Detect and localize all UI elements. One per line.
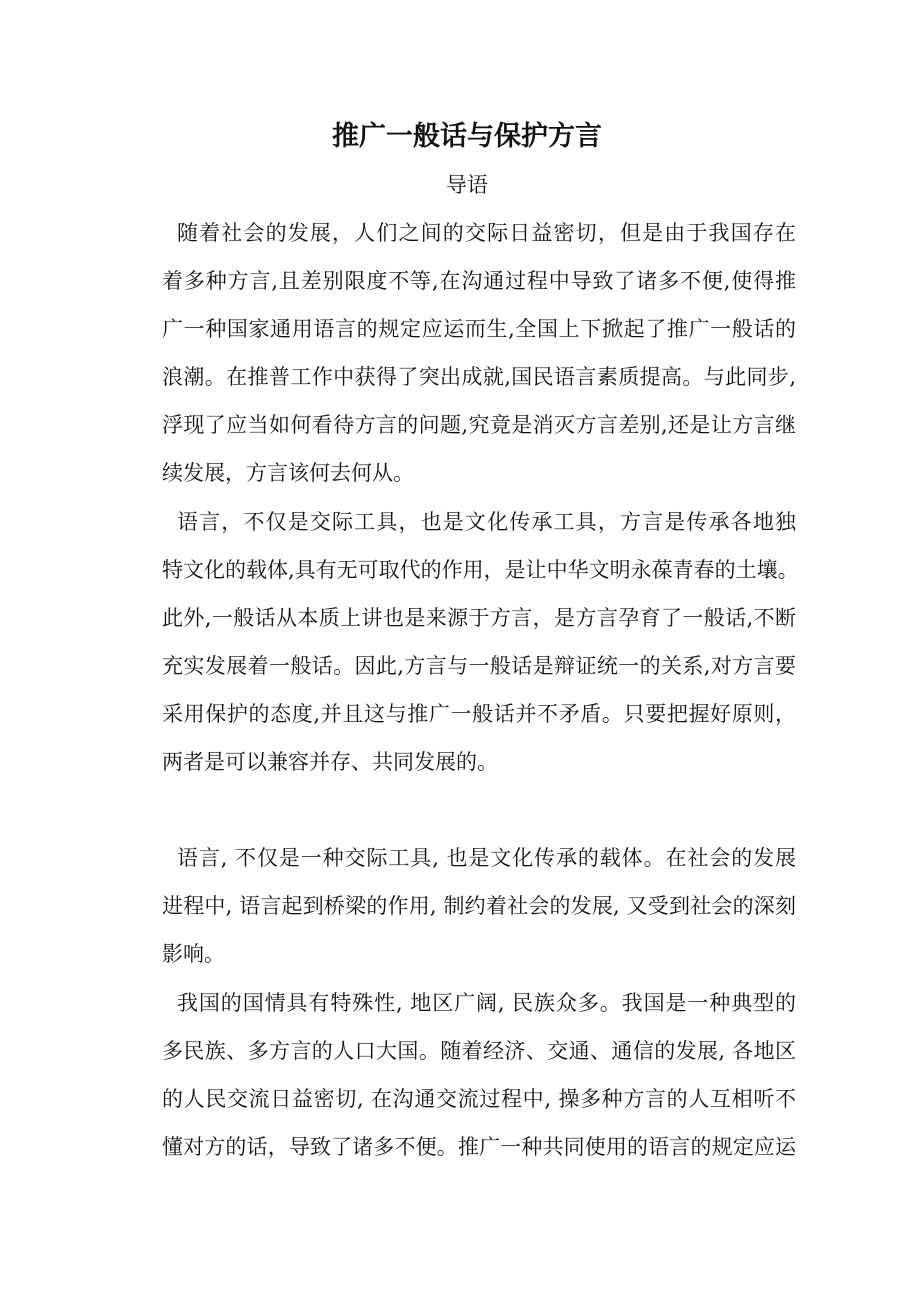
paragraph-line: 随着社会的发展，人们之间的交际日益密切，但是由于我国存在 (177, 221, 796, 245)
paragraph-language-culture (162, 498, 799, 786)
paragraph-intro (162, 209, 796, 497)
paragraph-line: 懂对方的话，导致了诸多不便。推广一种共同使用的语言的规定应运 (162, 1135, 796, 1159)
paragraph-line: 语言，不仅是交际工具，也是文化传承工具，方言是传承各地独 (177, 510, 796, 534)
paragraph-line: 我国的国情具有特殊性, 地区广阔, 民族众多。我国是一种典型的 (177, 991, 796, 1015)
paragraph-line: 采用保护的态度,并且这与推广一般话并不矛盾。只要把握好原则， (162, 702, 796, 726)
paragraph-line: 广一种国家通用语言的规定应运而生,全国上下掀起了推广一般话的 (162, 317, 796, 341)
paragraph-line: 多民族、多方言的人口大国。随着经济、交通、通信的发展, 各地区 (162, 1039, 796, 1063)
paragraph-line: 浪潮。在推普工作中获得了突出成就,国民语言素质提高。与此同步, (162, 365, 796, 389)
paragraph-line: 语言, 不仅是一种交际工具, 也是文化传承的载体。在社会的发展 (177, 846, 796, 870)
paragraph-line: 此外,一般话从本质上讲也是来源于方言，是方言孕育了一般话,不断 (162, 606, 796, 630)
paragraph-language-bridge (162, 834, 796, 978)
paragraph-national-conditions (162, 979, 796, 1171)
paragraph-line: 浮现了应当如何看待方言的问题,究竟是消灭方言差别,还是让方言继 (162, 413, 796, 437)
paragraph-line: 特文化的载体,具有无可取代的作用，是让中华文明永葆青春的土壤。 (162, 558, 799, 582)
paragraph-line: 续发展，方言该何去何从。 (162, 461, 414, 485)
paragraph-line: 充实发展着一般话。因此,方言与一般话是辩证统一的关系,对方言要 (162, 654, 796, 678)
paragraph-line: 的人民交流日益密切, 在沟通交流过程中, 操多种方言的人互相听不 (162, 1087, 796, 1111)
paragraph-line: 着多种方言,且差别限度不等,在沟通过程中导致了诸多不便,使得推 (162, 269, 796, 293)
document-subtitle: 导语 (446, 173, 488, 197)
paragraph-line: 影响。 (162, 942, 225, 966)
document-title: 推广一般话与保护方言 (332, 121, 602, 152)
paragraph-line: 进程中, 语言起到桥梁的作用, 制约着社会的发展, 又受到社会的深刻 (162, 894, 796, 918)
paragraph-line: 两者是可以兼容并存、共同发展的。 (162, 750, 498, 774)
